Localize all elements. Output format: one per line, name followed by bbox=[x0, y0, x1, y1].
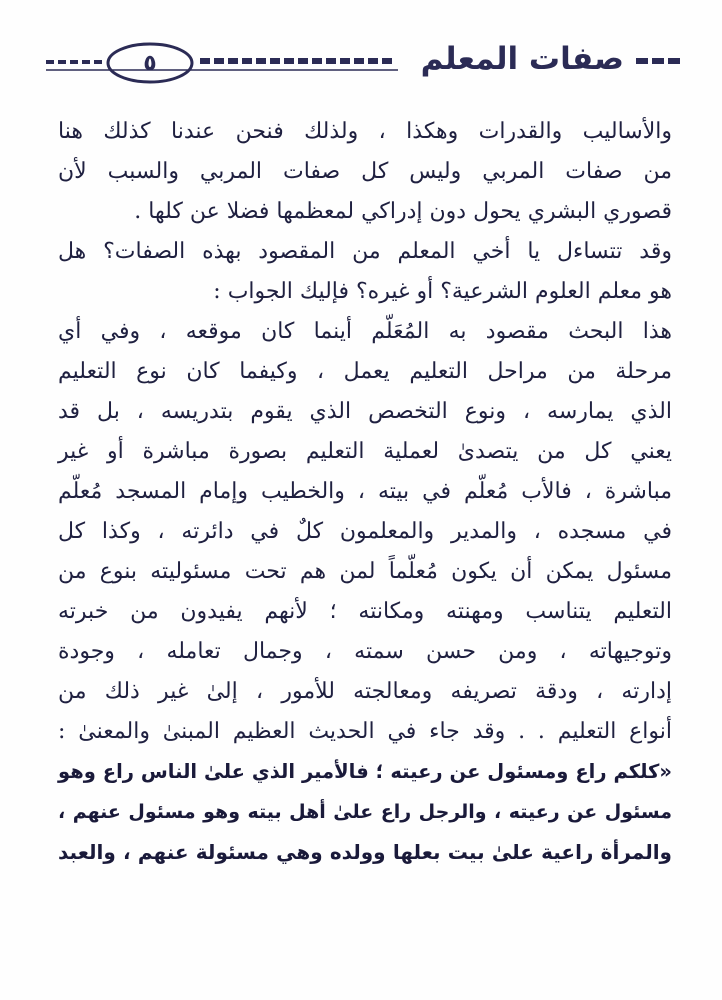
text-line: مرحلة من مراحل التعليم يعمل ، وكيفما كان نوع التعليم bbox=[58, 359, 672, 384]
text-line: مسئول يمكن أن يكون مُعلّماً لمن هم تحت مسئوليته بنوع من bbox=[58, 559, 672, 584]
text-line: والأساليب والقدرات وهكذا ، ولذلك فنحن عندنا كذلك هنا bbox=[58, 119, 672, 144]
hadith-line: «كلكم راع ومسئول عن رعيته ؛ فالأمير الذي علىٰ الناس راع وهو bbox=[58, 760, 672, 783]
text-line: الذي يمارسه ، ونوع التخصص الذي يقوم بتدريسه ، بل قد bbox=[58, 399, 672, 424]
text-line: من صفات المربي وليس كل صفات المربي والسبب لأن bbox=[58, 159, 672, 184]
hadith-line: والمرأة راعية علىٰ بيت بعلها وولده وهي مسئولة عنهم ، والعبد bbox=[58, 840, 672, 864]
text-line: وتوجيهاته ، ومن حسن سمته ، وجمال تعامله ، وجودة bbox=[58, 639, 672, 664]
text-line: يعني كل من يتصدىٰ لعملية التعليم بصورة مباشرة أو غير bbox=[58, 439, 672, 464]
text-line: وقد تتساءل يا أخي المعلم من المقصود بهذه الصفات؟ هل bbox=[58, 239, 672, 264]
text-line: في مسجده ، والمدير والمعلمون كلٌ في دائرته ، وكذا كل bbox=[58, 519, 672, 544]
body-text bbox=[58, 112, 672, 872]
text-line: أنواع التعليم . . وقد جاء في الحديث العظيم المبنىٰ والمعنىٰ : bbox=[58, 719, 672, 744]
text-line: إدارته ، ودقة تصريفه ومعالجته للأمور ، إلىٰ غير ذلك من bbox=[58, 679, 672, 704]
text-line: هذا البحث مقصود به المُعَلّم أينما كان موقعه ، وفي أي bbox=[58, 319, 672, 344]
text-line: مباشرة ، فالأب مُعلّم في بيته ، والخطيب وإمام المسجد مُعلّم bbox=[58, 479, 672, 504]
running-title: صفات المعلم bbox=[420, 41, 624, 77]
text-line: قصوري البشري يحول دون إدراكي لمعظمها فضلا عن كلها . bbox=[134, 199, 672, 224]
text-line: هو معلم العلوم الشرعية؟ أو غيره؟ فإليك الجواب : bbox=[213, 279, 672, 304]
hadith-line: مسئول عن رعيته ، والرجل راع علىٰ أهل بيته وهو مسئول عنهم ، bbox=[58, 801, 672, 823]
text-line: التعليم يتناسب ومهنته ومكانته ؛ لأنهم يفيدون من خبرته bbox=[58, 599, 672, 624]
page-header bbox=[38, 22, 694, 92]
page-number: ٥ bbox=[143, 51, 157, 76]
